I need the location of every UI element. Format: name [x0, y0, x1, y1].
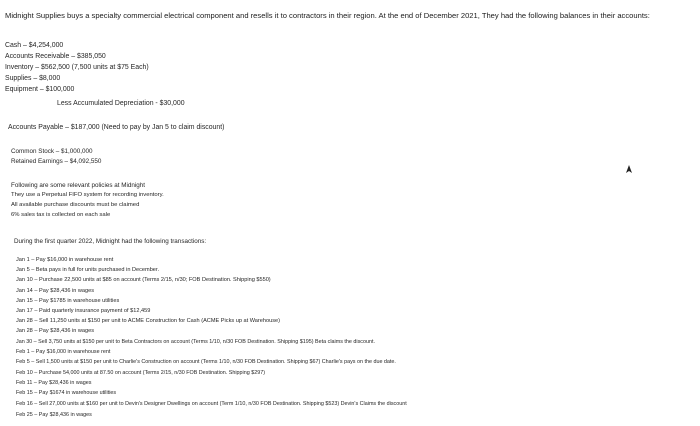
balance-accounts-payable: Accounts Payable – $187,000 (Need to pay by Jan 5 to claim discount) — [8, 124, 225, 131]
transactions-heading: During the first quarter 2022, Midnight had the following transactions: — [14, 238, 207, 245]
transaction-item: Feb 10 – Purchase 54,000 units at 87.50 on account (Terms 2/15, n/30 FOB Destination. Shipping $297) — [16, 370, 266, 376]
transaction-item: Feb 11 – Pay $28,436 in wages — [16, 380, 92, 386]
policies-heading: Following are some relevant policies at Midnight — [11, 182, 146, 189]
transaction-item: Jan 15 – Pay $1785 in warehouse utilities — [16, 298, 120, 304]
transaction-item: Feb 15 – Pay $1674 in warehouse utilities — [16, 390, 117, 396]
transaction-item: Jan 17 – Paid quarterly insurance payment of $12,459 — [16, 308, 151, 314]
balance-equipment: Equipment – $100,000 — [5, 86, 75, 93]
balance-accumulated-depreciation: Less Accumulated Depreciation - $30,000 — [57, 100, 185, 107]
policy-item: They use a Perpetual FIFO system for recording inventory. — [11, 192, 164, 198]
transaction-item: Jan 30 – Sell 3,750 units at $150 per unit to Beta Contractors on account (Terms 1/10, n/30 FOB Destination. Shipping $195) Beta claims the discount. — [16, 339, 375, 345]
policy-item: All available purchase discounts must be claimed — [11, 202, 140, 208]
balance-retained-earnings: Retained Earnings – $4,092,550 — [11, 158, 102, 165]
transaction-item: Jan 1 – Pay $16,000 in warehouse rent — [16, 257, 114, 263]
balance-supplies: Supplies – $8,000 — [5, 75, 61, 82]
transaction-item: Jan 10 – Purchase 22,500 units at $85 on account (Terms 2/15, n/30; FOB Destination. Shipping $550) — [16, 277, 271, 283]
transaction-item: Jan 28 – Sell 11,250 units at $150 per unit to ACME Construction for Cash (ACME Picks up at Warehouse) — [16, 318, 280, 324]
balance-inventory: Inventory – $562,500 (7,500 units at $75 Each) — [5, 64, 149, 71]
transaction-item: Jan 5 – Beta pays in full for units purchased in December. — [16, 267, 160, 273]
balance-accounts-receivable: Accounts Receivable – $385,050 — [5, 53, 106, 60]
mouse-cursor-icon — [626, 165, 632, 173]
transaction-item: Feb 5 – Sell 1,500 units at $150 per unit to Charlie's Construction on account (Terms 1/10, n/30 FOB Destination. Shipping $67) Charlie's pays on the due date. — [16, 359, 396, 365]
transaction-item: Feb 1 – Pay $16,000 in warehouse rent — [16, 349, 111, 355]
transaction-item: Jan 14 – Pay $28,436 in wages — [16, 288, 95, 294]
transaction-item: Feb 25 – Pay $28,436 in wages — [16, 412, 92, 418]
balance-common-stock: Common Stock – $1,000,000 — [11, 148, 93, 155]
policy-item: 6% sales tax is collected on each sale — [11, 212, 111, 218]
balance-cash: Cash – $4,254,000 — [5, 42, 64, 49]
intro-paragraph: Midnight Supplies buys a specialty commercial electrical component and resells it to contractors in their region. At the end of December 2021, They had the following balances in their accounts: — [5, 11, 650, 20]
transaction-item: Feb 16 – Sell 27,000 units at $160 per unit to Devin's Designer Dwellings on account (Term 1/10, n/30 FOB Destination. Shipping $523) Devin's Claims the discount — [16, 401, 407, 407]
transaction-item: Jan 28 – Pay $28,436 in wages — [16, 328, 95, 334]
